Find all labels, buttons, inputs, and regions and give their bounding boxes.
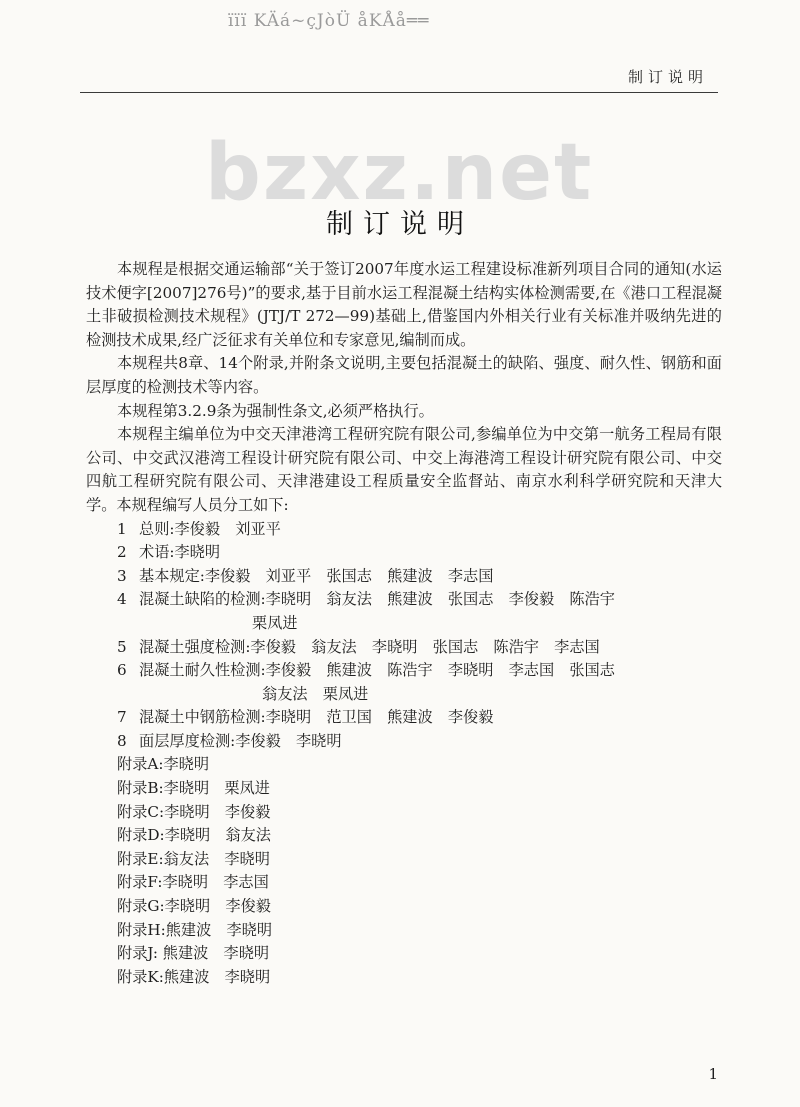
- appendix-item: 附录B:李晓明 栗凤进: [117, 779, 270, 798]
- appendix-item: 附录H:熊建波 李晓明: [117, 920, 273, 939]
- chapter-text: 总则:李俊毅 刘亚平: [139, 519, 281, 538]
- header-rule: [80, 92, 718, 93]
- chapter-text: 面层厚度检测:李俊毅 李晓明: [139, 731, 342, 750]
- appendix-item: 附录C:李晓明 李俊毅: [117, 802, 271, 821]
- paragraph: 本规程第3.2.9条为强制性条文,必须严格执行。: [117, 401, 434, 420]
- chapter-number: 4: [117, 590, 127, 609]
- appendix-item: 附录J: 熊建波 李晓明: [117, 944, 270, 963]
- chapter-number: 3: [117, 566, 127, 585]
- appendix-item: 附录F:李晓明 李志国: [117, 873, 269, 892]
- appendix-item: 附录G:李晓明 李俊毅: [117, 897, 271, 916]
- chapter-item: [86, 565, 722, 589]
- chapter-text: 混凝土中钢筋检测:李晓明 范卫国 熊建波 李俊毅: [139, 708, 494, 727]
- chapter-text: 基本规定:李俊毅 刘亚平 张国志 熊建波 李志国: [139, 566, 494, 585]
- appendix-item: 附录K:熊建波 李晓明: [117, 967, 271, 986]
- appendix-item: 附录E:翁友法 李晓明: [117, 849, 270, 868]
- appendix-item: 附录A:李晓明: [117, 755, 210, 774]
- page-title: 制订说明: [326, 209, 474, 240]
- appendix-list: [86, 753, 722, 989]
- watermark: bzxz.net: [205, 128, 594, 218]
- page-number: 1: [708, 1065, 718, 1083]
- chapter-text: 混凝土强度检测:李俊毅 翁友法 李晓明 张国志 陈浩宇 李志国: [139, 637, 600, 656]
- chapter-item: [86, 588, 722, 635]
- chapter-number: 6: [117, 661, 127, 680]
- chapter-text-continued: 翁友法 栗凤进: [262, 684, 369, 703]
- chapter-item: [86, 706, 722, 730]
- chapter-item: [86, 518, 722, 542]
- chapter-text: 混凝土缺陷的检测:李晓明 翁友法 熊建波 张国志 李俊毅 陈浩宇: [139, 590, 615, 609]
- chapter-number: 8: [117, 731, 127, 750]
- body-text: [86, 258, 722, 989]
- chapter-number: 5: [117, 637, 127, 656]
- chapter-item: [86, 659, 722, 706]
- paragraph: 本规程共8章、14个附录,并附条文说明,主要包括混凝土的缺陷、强度、耐久性、钢筋和面层厚度的检测技术等内容。: [86, 354, 722, 396]
- chapter-item: [86, 636, 722, 660]
- chapter-text: 术语:李晓明: [139, 543, 221, 562]
- paragraph: 本规程是根据交通运输部“关于签订2007年度水运工程建设标准新列项目合同的通知(水运技术便字[2007]276号)”的要求,基于目前水运工程混凝土结构实体检测需要,在《港口工程混凝土非破损检测技术规程》(JTJ/T 272—99)基础上,借鉴国内外相关行业有关标准并吸纳先进的检测技术成果,经广泛征求有关单位和专家意见,编制而成。: [86, 260, 722, 349]
- running-head: 制订说明: [627, 68, 708, 86]
- chapter-list: [86, 518, 722, 754]
- chapter-number: 1: [117, 519, 127, 538]
- header-garbled-text: ïïï KÄá~çJòÜ åKÅå══: [228, 11, 430, 31]
- chapter-item: [86, 541, 722, 565]
- chapter-item: [86, 730, 722, 754]
- chapter-number: 2: [117, 543, 127, 562]
- chapter-text: 混凝土耐久性检测:李俊毅 熊建波 陈浩宇 李晓明 李志国 张国志: [139, 661, 615, 680]
- appendix-item: 附录D:李晓明 翁友法: [117, 826, 271, 845]
- chapter-number: 7: [117, 708, 127, 727]
- chapter-text-continued: 栗凤进: [252, 613, 298, 632]
- paragraph: 本规程主编单位为中交天津港湾工程研究院有限公司,参编单位为中交第一航务工程局有限公司、中交武汉港湾工程设计研究院有限公司、中交上海港湾工程设计研究院有限公司、中交四航工程研究院有限公司、天津港建设工程质量安全监督站、南京水利科学研究院和天津大学。本规程编写人员分工如下:: [86, 425, 722, 514]
